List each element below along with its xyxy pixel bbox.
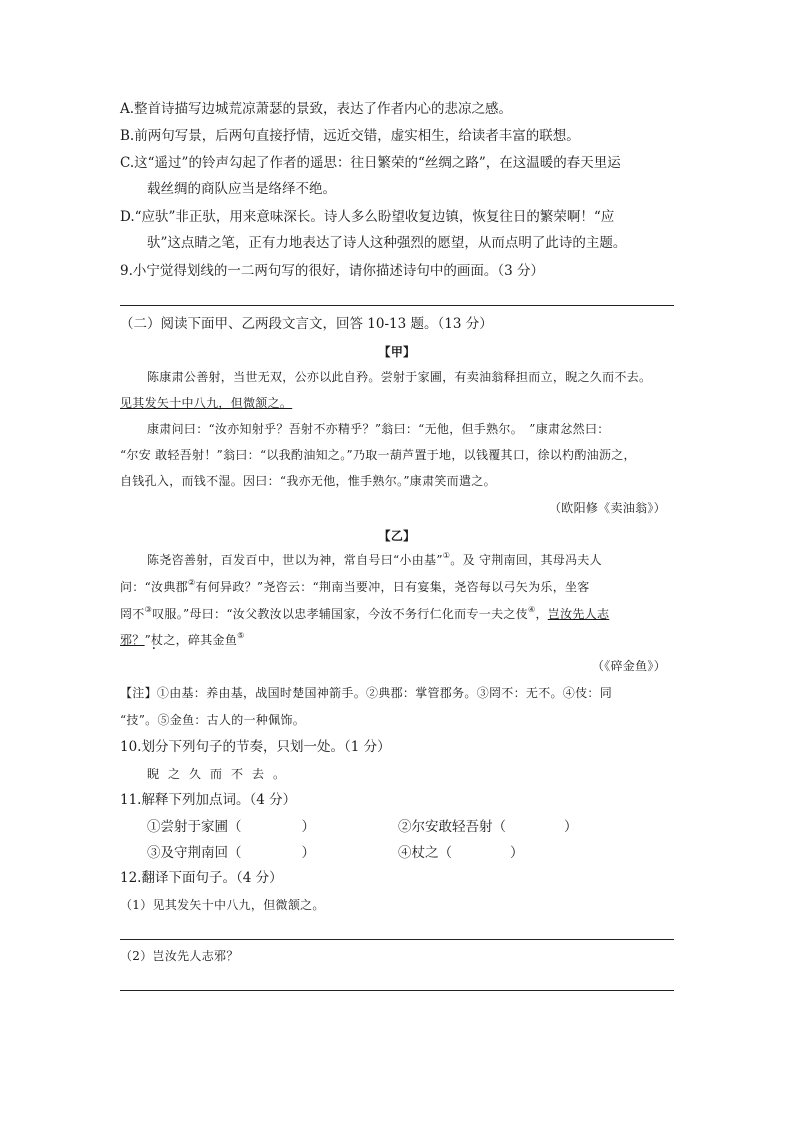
item-4-close: ） [510,845,524,861]
answer-line-2[interactable] [120,990,674,991]
section-header: （二）阅读下面甲、乙两段文言文，回答 10-13 题。（13 分） [120,316,493,332]
footnote-marker-4: ④ [527,605,536,614]
yi-line-2-text-b: 有何异政？”尧咨云：“荆南当要冲，日有宴集，尧咨每以弓矢为乐，坐客 [195,580,590,594]
yi-line-3 [120,605,609,623]
yi-line-1-text-a: 陈尧咨善射，百发百中，世以为神，常自号曰“小由基” [147,553,443,567]
yi-line-4 [120,631,245,649]
option-c-line1: C.这“遥过”的铃声勾起了作者的遥思：往日繁荣的“丝绸之路”，在这温暖的春天里运 [120,155,621,171]
option-a: A.整首诗描写边城荒凉萧瑟的景致，表达了作者内心的悲凉之感。 [120,101,513,117]
jia-line-3: 康肃问曰：“汝亦知射乎？吾射不亦精乎？”翁曰：“无他，但手熟尔。 ”康肃忿然曰： [147,422,610,436]
item-2-text: ②尔安敢轻吾射（ [398,819,506,835]
question-10: 10.划分下列句子的节奏，只划一处。（1 分） [120,739,391,755]
item-1-text: ①尝射于家圃（ [147,819,242,835]
question-11-item-4 [398,844,524,862]
item-3-text: ③及守荆南回（ [147,845,242,861]
footnote-marker-5: ⑤ [237,631,245,640]
answer-line [120,305,674,306]
yi-line-3-underlined: 岂汝先人志 [547,607,610,621]
jia-line-4: “尔安 敢轻吾射！”翁曰：“以我酌油知之。”乃取一葫芦置于地，以钱覆其口，徐以杓酌油沥之， [120,448,636,462]
answer-line-1[interactable] [120,939,674,940]
option-c-line2: 载丝绸的商队应当是络绎不绝。 [147,181,336,197]
yi-source: （《碎金鱼》） [591,659,666,673]
item-2-close: ） [564,819,578,835]
yi-line-2-text-a: 问：“汝典郡 [120,580,188,594]
passage-yi-title: 【乙】 [378,529,416,543]
question-9: 9.小宁觉得划线的一二两句写的很好，请你描述诗句中的画面。（3 分） [120,263,545,279]
jia-line-2-underlined: 见其发矢十中八九，但微颔之。 [120,396,293,410]
question-12: 12.翻译下面句子。（4 分） [120,870,283,886]
yi-line-3-text-c: ， [535,607,548,621]
option-b: B.前两句写景，后两句直接抒情，远近交错，虚实相生，给读者丰富的联想。 [120,128,580,144]
jia-line-5: 自钱孔入，而钱不湿。因曰：“我亦无他，惟手熟尔。”康肃笑而遣之。 [120,474,496,488]
question-11-item-2 [398,818,578,836]
footnote-marker-1: ① [442,551,451,560]
jia-line-1: 陈康肃公善射，当世无双，公亦以此自矜。尝射于家圃，有卖油翁释担而立，睨之久而不去。 [147,370,652,384]
question-12-sentence-2: （2）岂汝先人志邪？ [120,949,239,963]
option-d-line2: 驮”这点睛之笔，正有力地表达了诗人这种强烈的愿望，从而点明了此诗的主题。 [147,235,627,251]
yi-line-1 [147,551,602,569]
question-11-item-1 [147,818,315,836]
question-12-sentence-1: （1）见其发矢十中八九，但微颔之。 [120,898,325,912]
yi-line-3-text-a: 罔不 [120,607,145,621]
item-1-close: ） [301,819,315,835]
yi-line-3-text-b: 叹服。”母曰：“汝父教汝以忠孝辅国家，今汝不务行仁化而专一夫之伎 [152,607,528,621]
question-11-item-3 [147,844,315,862]
footnote-marker-2: ② [187,578,196,587]
yi-line-4-underlined: 邪？ [120,633,145,647]
yi-line-1-text-b: 。及 守荆南回，其母冯夫人 [450,553,602,567]
item-4-text: ④杖之（ [398,845,452,861]
yi-line-4-dotted-text: ”杖 · [145,633,164,647]
question-11: 11.解释下列加点词。（4 分） [120,792,297,808]
notes-line-1: 【注】①由基：养由基，战国时楚国神箭手。②典郡：掌管郡务。③罔不：无不。④伎：同 [120,686,613,700]
option-d-line1: D.“应驮”非正驮，用来意味深长。诗人多么盼望收复边镇，恢复往日的繁荣啊！“应 [120,209,615,225]
passage-jia-title: 【甲】 [378,345,416,359]
yi-line-2 [120,578,590,596]
yi-line-4-text: 之，碎其金鱼 [163,633,238,647]
item-3-close: ） [301,845,315,861]
notes-line-2: “技”。⑤金鱼：古人的一种佩饰。 [120,713,306,727]
question-10-sentence: 睨之久而不去。 [147,767,295,781]
footnote-marker-3: ③ [144,605,153,614]
jia-source: （欧阳修《卖油翁》） [548,501,666,515]
